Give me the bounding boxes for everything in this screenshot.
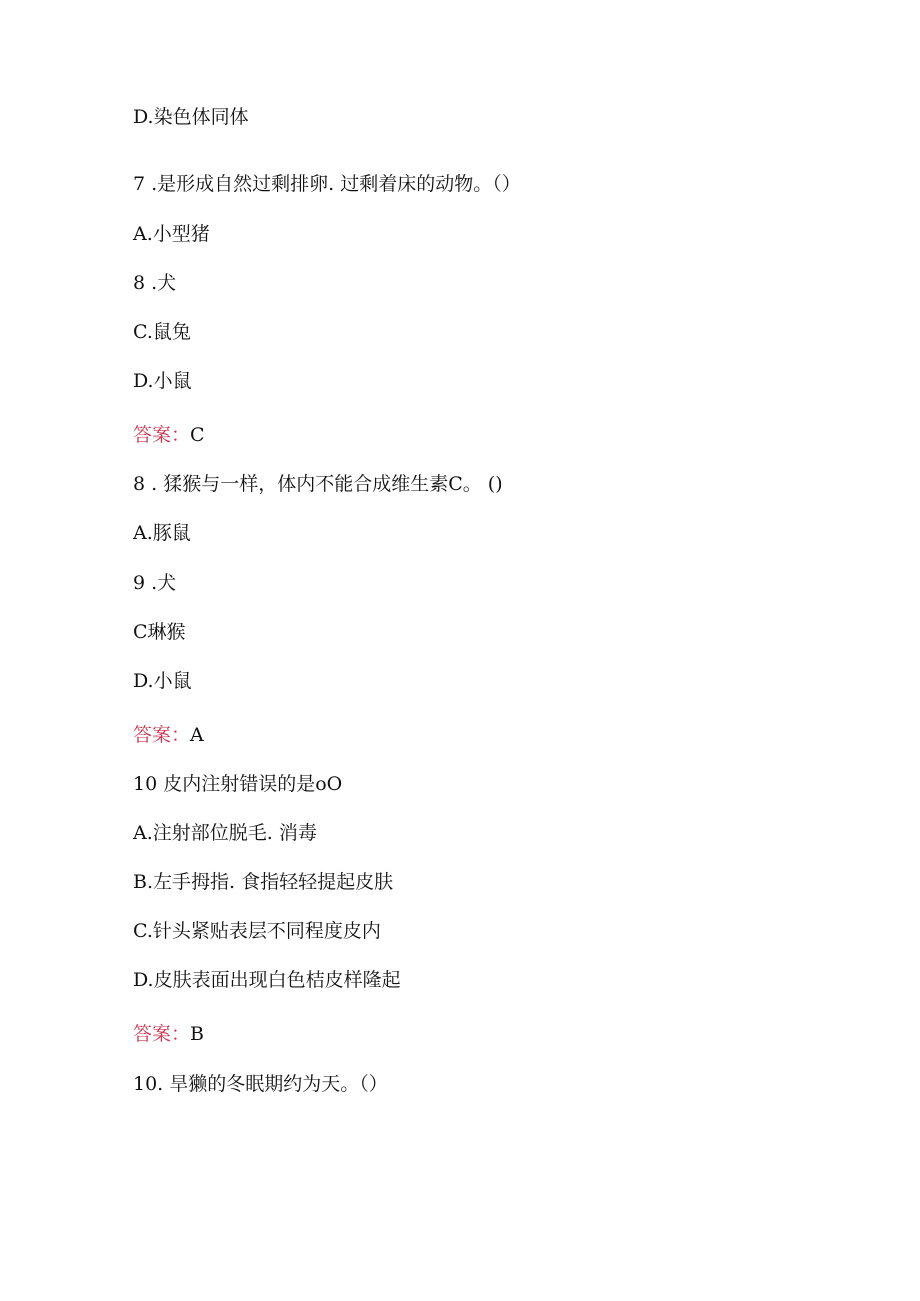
question-10b-text: 10. 旱獭的冬眠期约为天。（）: [133, 1073, 388, 1095]
option-d-line: D.小鼠: [133, 370, 192, 392]
answer-label: 答案：: [133, 724, 191, 746]
option-c-line: C.鼠兔: [133, 321, 191, 343]
option-b-line: 8 .犬: [133, 272, 177, 294]
option-a-line: A.注射部位脱毛. 消毒: [133, 822, 317, 844]
option-a-line: A.豚鼠: [133, 522, 191, 544]
answer-value: C: [190, 424, 205, 446]
answer-value: B: [190, 1023, 204, 1045]
answer-line: [133, 1022, 204, 1046]
answer-label: 答案：: [133, 1023, 191, 1045]
answer-label: 答案：: [133, 424, 191, 446]
question-7-text: 7 .是形成自然过剩排卵. 过剩着床的动物。（）: [133, 173, 521, 195]
option-d-line: D.染色体同体: [133, 106, 249, 128]
option-d-line: D.小鼠: [133, 670, 192, 692]
answer-line: [133, 423, 205, 447]
option-b-line: 9 .犬: [133, 572, 177, 594]
option-a-line: A.小型猪: [133, 223, 210, 245]
option-b-line: B.左手拇指. 食指轻轻提起皮肤: [133, 871, 394, 893]
question-10-text: 10 皮内注射错误的是oO: [133, 773, 343, 795]
option-c-line: C琳猴: [133, 621, 186, 643]
question-8-text: 8 . 猱猴与一样，体内不能合成维生素C。 (): [133, 473, 503, 495]
answer-line: [133, 723, 204, 747]
option-d-line: D.皮肤表面出现白色桔皮样隆起: [133, 969, 401, 991]
option-c-line: C.针头紧贴表层不同程度皮内: [133, 920, 381, 942]
answer-value: A: [190, 724, 204, 746]
